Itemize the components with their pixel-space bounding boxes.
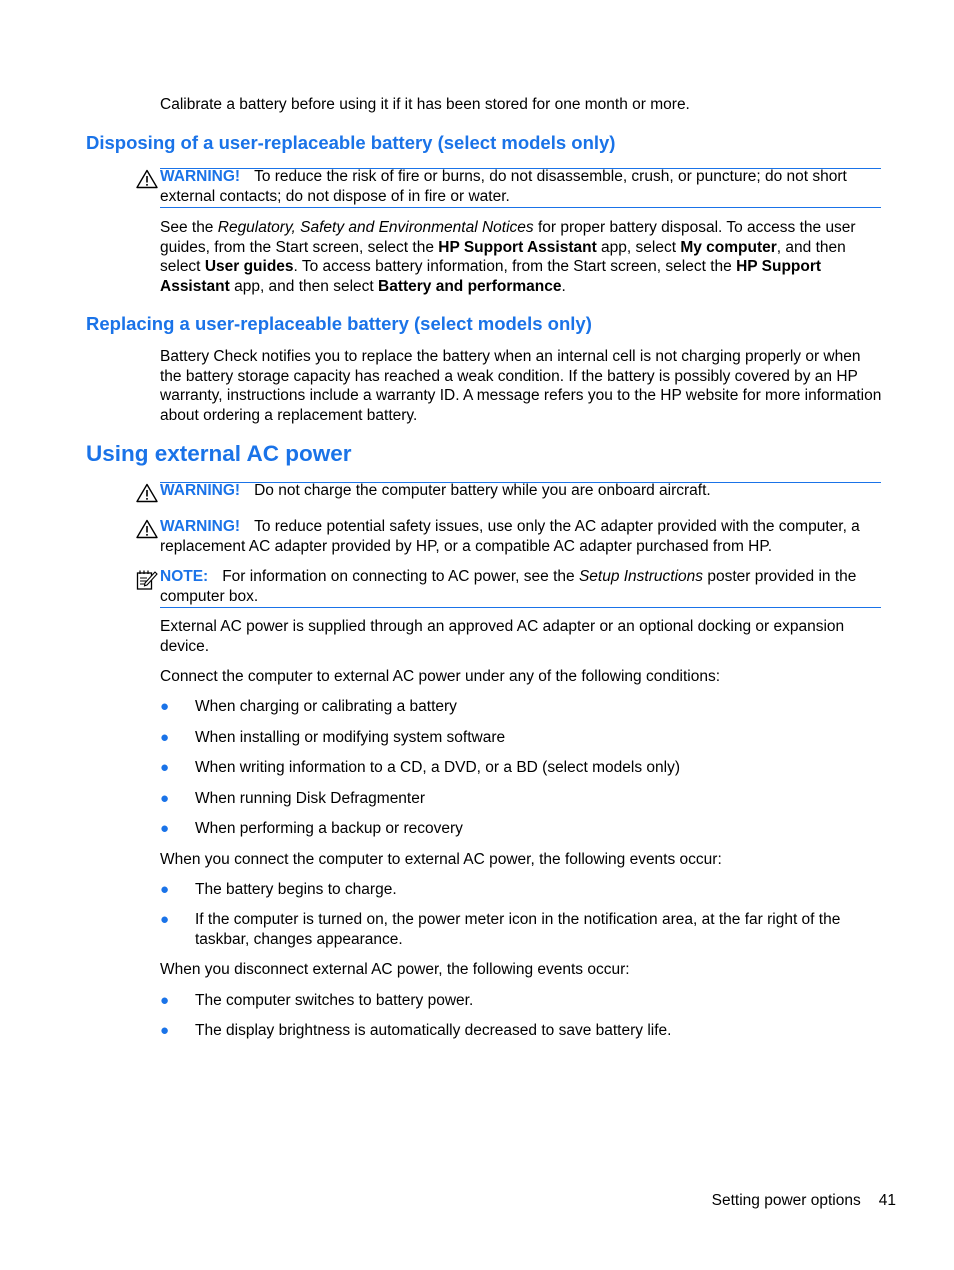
warning-text: WARNING! To reduce the risk of fire or burns, do not disassemble, crush, or puncture; do not short external contacts; do not dispose of in fire or water.	[160, 168, 847, 205]
note-icon	[136, 569, 158, 591]
warning-disposal	[136, 167, 881, 209]
note-bottom-rule	[160, 607, 881, 608]
bullet-icon: ●	[160, 790, 170, 807]
heading-external-ac-power: Using external AC power	[86, 441, 352, 466]
bullet-icon: ●	[160, 992, 170, 1009]
warning-aircraft	[136, 481, 881, 503]
disposal-paragraph: See the Regulatory, Safety and Environmental Notices for proper battery disposal. To access the user guides, from the Start screen, select the HP Support Assistant app, select My computer, and then select User guides. To access battery information, from the Start screen, select the HP Support Assistant app, and then select Battery and performance.	[160, 219, 856, 295]
connect-events-intro: When you connect the computer to external AC power, the following events occur:	[160, 851, 722, 868]
ac-supply-paragraph: External AC power is supplied through an approved AC adapter or an optional docking or expansion device.	[160, 618, 845, 655]
heading-replacing-battery: Replacing a user-replaceable battery (select models only)	[86, 313, 592, 334]
page-footer	[712, 1191, 896, 1211]
warning-ac-adapter	[136, 517, 881, 559]
bullet-icon: ●	[160, 759, 170, 776]
warning-label: WARNING!	[160, 518, 241, 535]
conditions-intro: Connect the computer to external AC power under any of the following conditions:	[160, 668, 721, 685]
warning-icon	[136, 169, 158, 189]
warning-text: WARNING! To reduce potential safety issues, use only the AC adapter provided with the computer, a replacement AC adapter provided by HP, or a compatible AC adapter purchased from HP.	[160, 518, 860, 555]
bullet-icon: ●	[160, 698, 170, 715]
heading-disposing-battery: Disposing of a user-replaceable battery (select models only)	[86, 132, 616, 153]
warning-label: WARNING!	[160, 168, 241, 185]
bullet-icon: ●	[160, 729, 170, 746]
warning-icon	[136, 483, 158, 503]
bullet-icon: ●	[160, 881, 170, 898]
disconnect-events-intro: When you disconnect external AC power, the following events occur:	[160, 961, 630, 978]
warning-bottom-rule	[160, 207, 881, 208]
bullet-icon: ●	[160, 911, 170, 928]
note-label: NOTE:	[160, 568, 209, 585]
note-setup-instructions	[136, 567, 881, 609]
page-number: 41	[878, 1192, 896, 1209]
note-text: NOTE: For information on connecting to AC power, see the Setup Instructions poster provided in the computer box.	[160, 568, 857, 605]
warning-icon	[136, 519, 158, 539]
warning-text: WARNING! Do not charge the computer battery while you are onboard aircraft.	[160, 482, 711, 499]
replacing-paragraph: Battery Check notifies you to replace the battery when an internal cell is not charging properly or when the battery storage capacity has reached a weak condition. If the battery is possibly covered by an HP warranty, instructions include a warranty ID. A message refers you to the HP website for more information about ordering a replacement battery.	[160, 348, 882, 424]
warning-label: WARNING!	[160, 482, 241, 499]
bullet-icon: ●	[160, 820, 170, 837]
intro-text: Calibrate a battery before using it if it has been stored for one month or more.	[160, 96, 690, 113]
bullet-icon: ●	[160, 1022, 170, 1039]
footer-section-title: Setting power options	[711, 1192, 861, 1209]
